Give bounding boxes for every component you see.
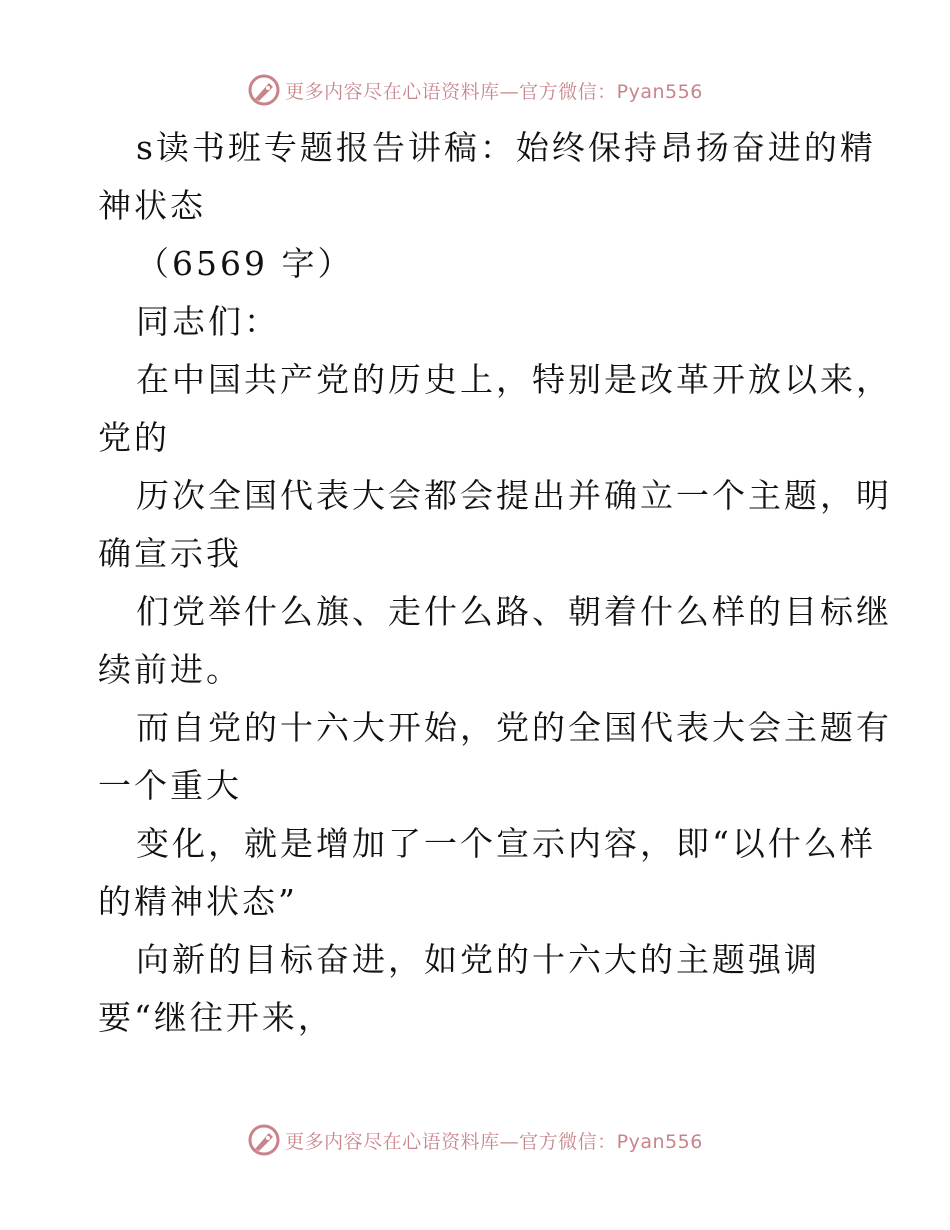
- paragraph-line: 在中国共产党的历史上，特别是改革开放以来，: [136, 360, 892, 399]
- paragraph-line: 们党举什么旗、走什么路、朝着什么样的目标继: [136, 592, 892, 631]
- pen-nib-logo-icon: [247, 1123, 281, 1157]
- word-count: （6569 字）: [136, 244, 354, 283]
- paragraph-line: 历次全国代表大会都会提出并确立一个主题，明: [136, 476, 892, 515]
- title-line-2: 神状态: [98, 186, 206, 225]
- paragraph-line: 续前进。: [98, 650, 242, 689]
- paragraph-line: 而自党的十六大开始，党的全国代表大会主题有: [136, 708, 892, 747]
- banner-text: 更多内容尽在心语资料库—官方微信：Pyan556: [285, 80, 703, 103]
- paragraph-line: 一个重大: [98, 766, 242, 805]
- paragraph-line: 确宣示我: [98, 534, 242, 573]
- footer-watermark-banner: [0, 1120, 950, 1160]
- banner-text: 更多内容尽在心语资料库—官方微信：Pyan556: [285, 1130, 703, 1153]
- pen-nib-logo-icon: [247, 73, 281, 107]
- title-line-1: s读书班专题报告讲稿：始终保持昂扬奋进的精: [136, 128, 876, 167]
- paragraph-line: 要“继往开来，: [98, 998, 334, 1037]
- paragraph-line: 向新的目标奋进，如党的十六大的主题强调: [136, 940, 820, 979]
- wechat-id: Pyan556: [616, 1130, 703, 1153]
- wechat-id: Pyan556: [616, 80, 703, 103]
- paragraph-line: 的精神状态”: [98, 882, 298, 921]
- salutation: 同志们：: [136, 302, 280, 341]
- header-watermark-banner: [0, 70, 950, 110]
- paragraph-line: 党的: [98, 418, 170, 457]
- paragraph-line: 变化，就是增加了一个宣示内容，即“以什么样: [136, 824, 876, 863]
